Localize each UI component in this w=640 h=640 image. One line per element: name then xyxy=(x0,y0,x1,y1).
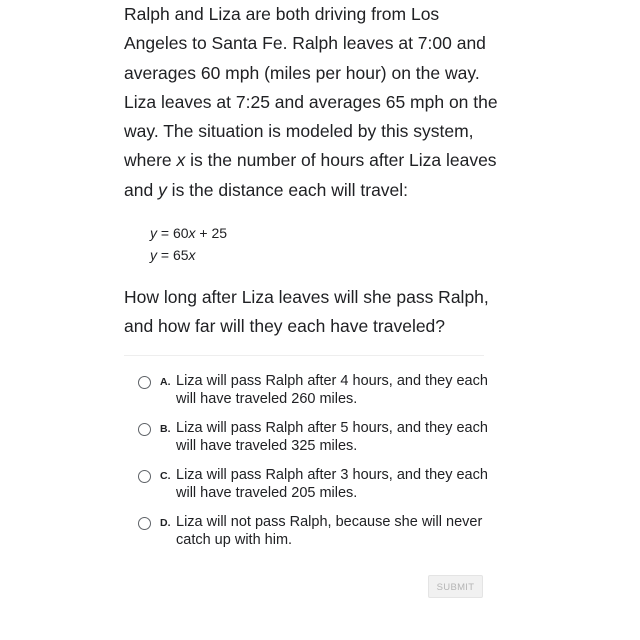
choice-b[interactable] xyxy=(138,419,498,466)
choice-text: Liza will pass Ralph after 3 hours, and they each will have traveled 205 miles. xyxy=(176,467,488,501)
choice-letter: A. xyxy=(160,376,171,388)
equation-system xyxy=(150,222,227,266)
question-line-text: is the number of hours after Liza leaves xyxy=(185,150,497,171)
radio-button-icon[interactable] xyxy=(138,376,151,389)
question-line: Liza leaves at 7:25 and averages 65 mph on the xyxy=(124,91,498,112)
choice-text: Liza will pass Ralph after 5 hours, and they each will have traveled 325 miles. xyxy=(176,420,488,454)
variable-x: x xyxy=(188,225,196,241)
question-line xyxy=(124,146,497,175)
variable-y: y xyxy=(150,247,157,263)
choice-text: Liza will not pass Ralph, because she will never catch up with him. xyxy=(176,514,483,548)
question-line-text: is the distance each will travel: xyxy=(166,179,409,200)
prompt-line: and how far will they each have traveled? xyxy=(124,316,446,337)
prompt-line: How long after Liza leaves will she pass Ralph, xyxy=(124,287,489,307)
answer-choices xyxy=(138,372,498,560)
choice-a[interactable] xyxy=(138,372,498,419)
question-line-text: where xyxy=(124,150,177,171)
variable-y: y xyxy=(158,179,167,200)
equation-2 xyxy=(150,244,227,266)
radio-button-icon[interactable] xyxy=(138,470,151,483)
choice-d[interactable] xyxy=(138,513,498,560)
question-line: Ralph and Liza are both driving from Los xyxy=(124,4,440,24)
equation-text: = 65 xyxy=(157,247,189,263)
equation-text: = 60 xyxy=(157,225,189,241)
choice-letter: B. xyxy=(160,423,171,435)
submit-button[interactable]: SUBMIT xyxy=(428,575,483,598)
radio-button-icon[interactable] xyxy=(138,517,151,530)
equation-text: + 25 xyxy=(195,225,228,241)
question-text xyxy=(124,0,498,205)
question-prompt xyxy=(124,283,504,342)
variable-x: x xyxy=(188,247,196,263)
radio-button-icon[interactable] xyxy=(138,423,151,436)
choice-c[interactable] xyxy=(138,466,498,513)
divider xyxy=(124,355,484,356)
question-line: way. The situation is modeled by this system, xyxy=(124,121,474,142)
choice-text: Liza will pass Ralph after 4 hours, and they each will have traveled 260 miles. xyxy=(176,373,488,407)
choice-letter: D. xyxy=(160,517,171,529)
choice-letter: C. xyxy=(160,470,171,482)
equation-1 xyxy=(150,222,227,244)
question-line xyxy=(124,176,494,205)
question-line-text: and xyxy=(124,179,159,200)
variable-x: x xyxy=(176,150,186,171)
question-line: Angeles to Santa Fe. Ralph leaves at 7:00 and xyxy=(124,33,486,54)
question-line: averages 60 mph (miles per hour) on the way. xyxy=(124,62,480,83)
variable-y: y xyxy=(150,225,157,241)
